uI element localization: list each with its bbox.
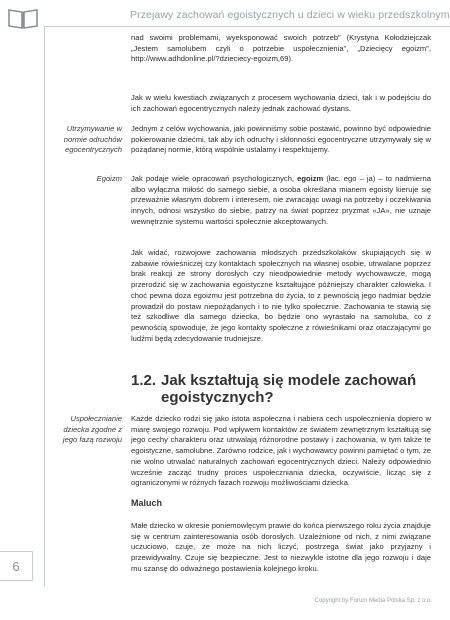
paragraph-6: Każde dziecko rodzi się jako istota aspołeczna i nabiera cech uspołecznienia dopiero w miarę swojego rozwoju. Pod wpływem kontaktów ze światem zewnętrznym kształtują się jego cechy charakteru oraz utrwalają różnorodne postawy i zachowania, w tym także te egoistyczne, samolubne. Zarówno rodzice, jak i wychowawcy powinni pamiętać o tym, że nie wolno utrwalać naturalnych zachowań egocentrycznych dzieci. Należy odpowiednio wcześnie zacząć trudny proces uspołeczniania dziecka, oczywiście, licząc się z ograniczonymi w różnych fazach rozwoju możliwościami dziecka. xyxy=(131,414,431,488)
paragraph-4-definition: (łac. ego – ja) – to nadmierna albo wyłączna miłość do samego siebie, a osoba określana mianem egoisty kieruje się przeważnie własnym dobrem i interesem, nie zwracając uwagi na potrzeby i oczekiwania innych, odnosi wszystko do siebie, patrzy na świat poprzez pryzmat «JA», nie uznaje wewnętrznie systemu wartości społecznie akceptowanych. xyxy=(131,174,431,226)
paragraph-4-intro: Jak podaje wiele opracowań psychologicznych, xyxy=(131,174,298,183)
margin-note-egoism: Egoizm xyxy=(96,174,122,183)
header-divider xyxy=(44,26,450,27)
section-title-line1: Jak kształtują się modele zachowań xyxy=(161,372,417,389)
header-title: Przejawy zachowań egoistycznych u dzieci w wieku przedszkolnym xyxy=(130,9,450,21)
subheading-maluch: Maluch xyxy=(131,498,163,508)
paragraph-1: nad swoimi problemami, wyeksponować swoich potrzeb" (Krystyna Kołodziejczak „Jestem samolubem czyli o potrzebie uspołecznienia", „Dziecięcy egoizm", http://www.adhdonline.pl/?dzieciecy-egoizm,69). xyxy=(131,33,431,64)
left-margin-divider xyxy=(44,26,45,586)
egoizm-term: egoizm xyxy=(297,174,324,183)
paragraph-5: Jak widać, rozwojowe zachowania młodszych przedszkolaków skupiających się w zabawie rówieśniczej czy kontaktach społecznych na własnej osobie, utrwalane poprzez brak reakcji ze strony dorosłych czy nieodpowiednie metody wychowawcze, mogą przerodzić się w zachowania egoistyczne kształtujące późniejszy charakter człowieka. I choć pewna doza egoizmu jest potrzebna do życia, to z pewnością jego nadmiar będzie prowadził do postaw niepożądanych i to nie tylko społecznie. Zachowania te stawią się też szkodliwe dla samego dziecka, bo będzie ono wyrastało na samoluba, co z pewnością spowoduje, że jego kontakty społeczne z rówieśnikami oraz otaczającymi go ludźmi będą zdecydowanie trudniejsze. xyxy=(131,248,431,343)
paragraph-2: Jak w wielu kwestiach związanych z procesem wychowania dzieci, tak i w podejściu do ich zachowań egocentrycznych należy jednak zachować dystans. xyxy=(131,93,431,113)
section-number: 1.2. xyxy=(131,372,157,389)
book-icon xyxy=(6,5,40,31)
paragraph-4 xyxy=(131,174,431,228)
footer-copyright: Copyright by Forum Media Polska Sp. z o.o. xyxy=(314,598,432,604)
section-title-line2: egoistycznych? xyxy=(161,389,274,406)
margin-note-egocentric: Utrzymywanie w normie odruchów egocentrycznych xyxy=(63,124,122,155)
paragraph-3: Jednym z celów wychowania, jaki powinniśmy sobie postawić, powinno być odpowiednie pokierowanie dziećmi, tak aby ich odruchy i skłonności egocentryczne utrzymywały się w pożądanej normie, którą wspólnie ustalamy i respektujemy. xyxy=(131,124,431,155)
page-number: 6 xyxy=(0,551,33,581)
section-heading xyxy=(131,372,431,406)
paragraph-7: Małe dziecko w okresie poniemowlęcym prawie do końca pierwszego roku życia znajduje się w centrum zainteresowania osób dorosłych. Uzależnione od nich, z nimi związane uczuciowo, czuje, że może na nich liczyć, postrzega świat jako przyjazny i przewidywalny. Czuje się bezpieczne. Jest to niezwykle istotne dla jego rozwoju i daje mu szansę do odważnego postawienia kolejnego kroku. xyxy=(131,521,431,573)
margin-note-socialization: Uspołecznianie dziecka zgodne z jego fazą rozwoju xyxy=(62,414,122,445)
